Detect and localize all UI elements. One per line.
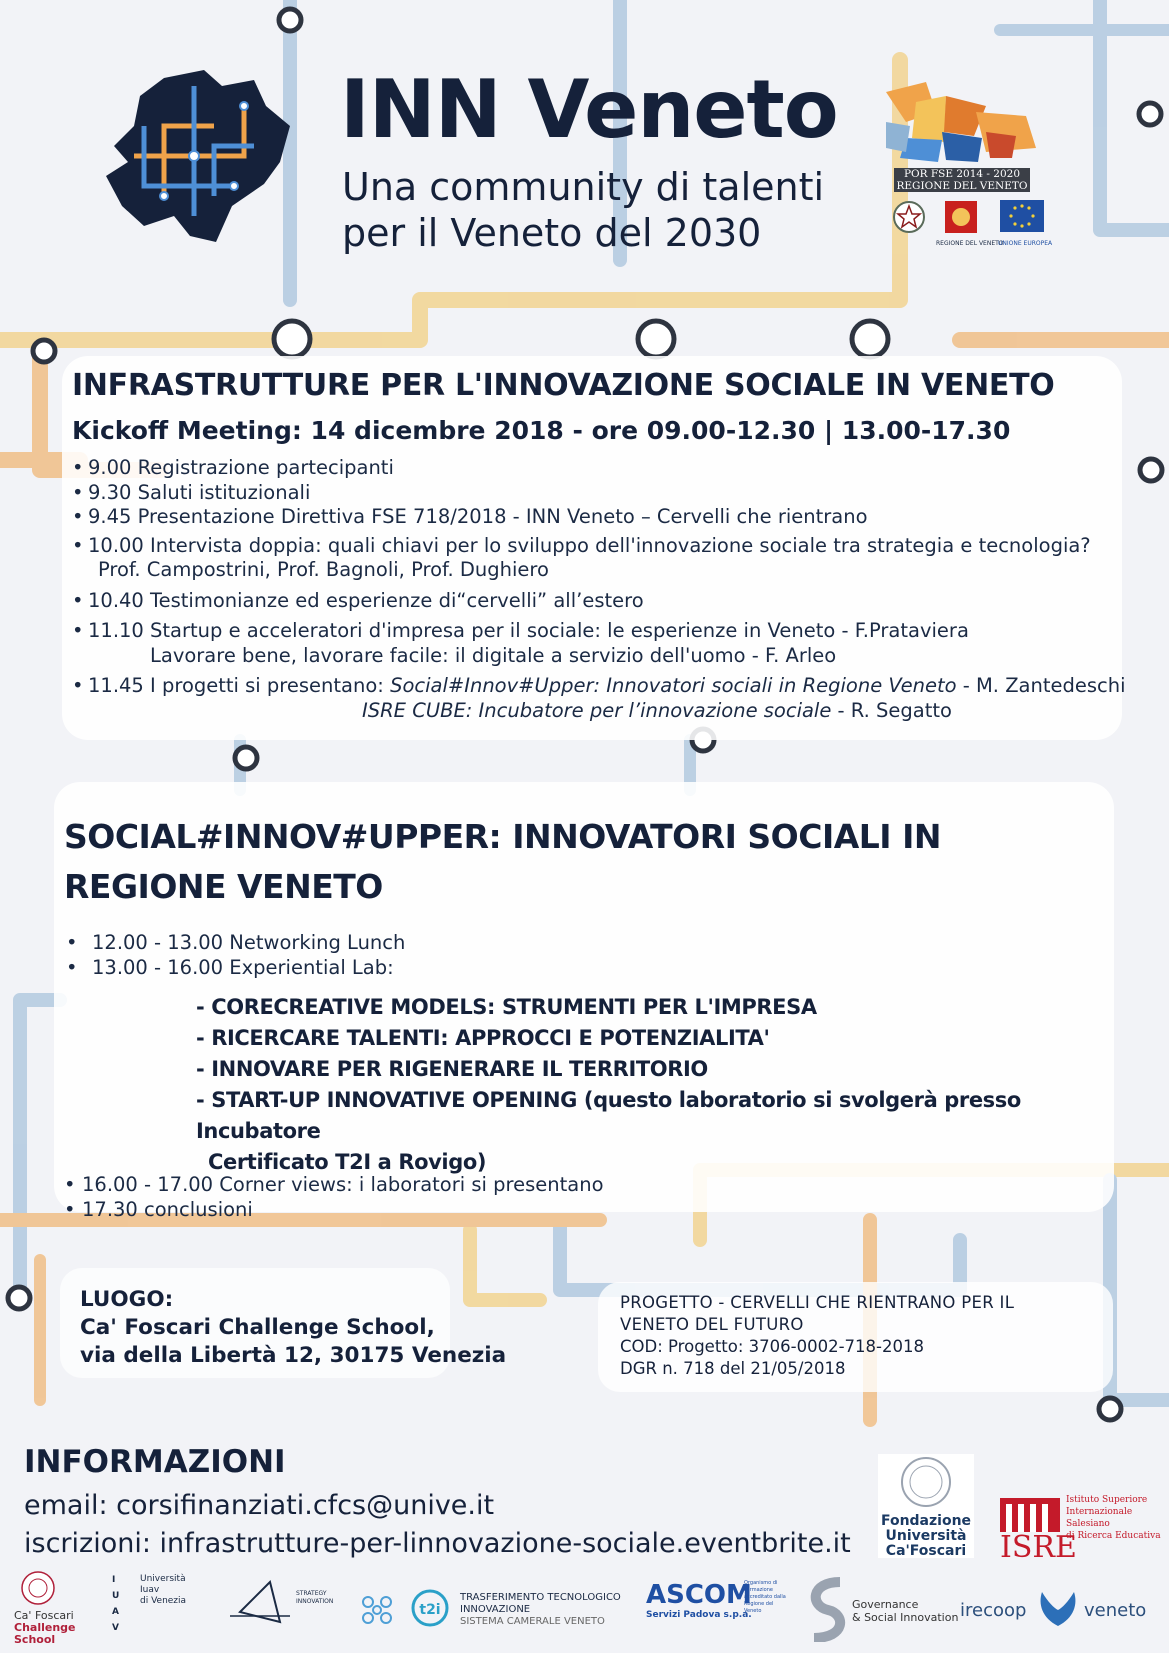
subtitle-line-2: per il Veneto del 2030 [342, 211, 762, 255]
list-item: • 12.00 - 13.00 Networking Lunch [66, 931, 406, 954]
italy-emblem-icon [892, 200, 926, 236]
cafoscari-seal-icon [18, 1570, 58, 1606]
fondazione-logo: Fondazione Università Ca'Foscari [878, 1454, 974, 1558]
irecoop-logo: irecoop [960, 1600, 1027, 1621]
lab-item: - RICERCARE TALENTI: APPROCCI E POTENZIALITA' [196, 1026, 770, 1050]
section-2-agenda-end [64, 1172, 604, 1222]
por-fse-logo [886, 82, 1036, 164]
lab-item: - INNOVARE PER RIGENERARE IL TERRITORIO [196, 1057, 708, 1081]
list-item: • 9.00 Registrazione partecipanti [72, 456, 394, 479]
lab-list [196, 992, 1096, 1178]
emblem-label-regione: REGIONE DEL VENETO [936, 240, 1004, 247]
cafoscari-challenge-logo: Ca' Foscari Challenge School [14, 1570, 96, 1646]
project-dgr: DGR n. 718 del 21/05/2018 [620, 1359, 846, 1378]
list-item: • 9.30 Saluti istituzionali [72, 480, 311, 504]
page-title: INN Veneto [340, 63, 838, 156]
list-item-sub: ISRE CUBE: Incubatore per l’innovazione sociale - R. Segatto [362, 698, 952, 722]
venue-line-2: via della Libertà 12, 30175 Venezia [80, 1343, 507, 1368]
project-title-2: VENETO DEL FUTURO [620, 1315, 804, 1334]
ascom-side-label: Organismo di Formazione accreditato dalla Regione del Veneto [744, 1580, 786, 1614]
project-code: COD: Progetto: 3706-0002-718-2018 [620, 1337, 924, 1356]
ascom-logo: ASCOM Servizi Padova s.p.a. [646, 1580, 752, 1620]
veneto-lion-icon [944, 200, 978, 234]
list-item-sub: Prof. Campostrini, Prof. Bagnoli, Prof. Dughiero [98, 558, 549, 581]
kickoff-date: Kickoff Meeting: 14 dicembre 2018 - ore 09.00-12.30 | 13.00-17.30 [72, 416, 1011, 445]
venue-info [80, 1286, 506, 1370]
list-item-sub: Lavorare bene, lavorare facile: il digitale a servizio dell'uomo - F. Arleo [150, 643, 837, 667]
list-item: • 16.00 - 17.00 Corner views: i laboratori si presentano [64, 1173, 604, 1196]
list-item: • 13.00 - 16.00 Experiential Lab: [66, 956, 394, 979]
isre-building-icon [1000, 1494, 1060, 1532]
page-subtitle [342, 164, 824, 256]
list-item: • 10.00 Intervista doppia: quali chiavi per lo sviluppo dell'innovazione sociale tra strategia e tecnologia? [72, 533, 1091, 557]
governance-label: Governance & Social Innovation [852, 1598, 959, 1624]
list-item: • 11.10 Startup e acceleratori d'impresa per il sociale: le esperienze in Veneto - F.Prataviera [72, 619, 969, 642]
lab-item: - CORECREATIVE MODELS: STRUMENTI PER L'IMPRESA [196, 995, 817, 1019]
t2i-label: TRASFERIMENTO TECNOLOGICO INNOVAZIONE SISTEMA CAMERALE VENETO [460, 1592, 621, 1627]
lab-item-note: Certificato T2I a Rovigo) [208, 1150, 487, 1174]
seal-icon [878, 1454, 974, 1510]
list-item: • 10.40 Testimonianze ed esperienze di“cervelli” all’estero [72, 588, 644, 612]
info-heading: INFORMAZIONI [24, 1444, 286, 1480]
iuav-logo: I U A V Università Iuav di Venezia [112, 1574, 187, 1633]
lab-item: - START-UP INNOVATIVE OPENING (questo laboratorio si svolgerà presso Incubatore [196, 1088, 1021, 1143]
list-item: • 17.30 conclusioni [64, 1198, 253, 1221]
irecoop-veneto: veneto [1084, 1600, 1147, 1621]
subtitle-line-1: Una community di talenti [342, 165, 825, 209]
isre-name: ISRE [1000, 1530, 1077, 1565]
isre-description: Istituto Superiore Internazionale Salesiano di Ricerca Educativa [1066, 1495, 1161, 1541]
venue-label: LUOGO: [80, 1287, 174, 1312]
contact-email[interactable]: email: corsifinanziati.cfcs@unive.it [24, 1490, 495, 1521]
list-item: • 9.45 Presentazione Direttiva FSE 718/2018 - INN Veneto – Cervelli che rientrano [72, 505, 868, 528]
svg-text:t2i: t2i [419, 1602, 441, 1618]
section-2-heading: SOCIAL#INNOV#UPPER: INNOVATORI SOCIALI IN REGIONE VENETO [64, 817, 941, 906]
emblem-label-ue: UNIONE EUROPEA [998, 240, 1053, 247]
list-item: • 11.45 I progetti si presentano: Social#Innov#Upper: Innovatori sociali in Regione Veneto - M. Zantedeschi [72, 674, 1126, 697]
section-2-agenda [66, 930, 405, 980]
network-logo-icon [356, 1592, 400, 1628]
section-1-heading: INFRASTRUTTURE PER L'INNOVAZIONE SOCIALE IN VENETO [72, 368, 1055, 403]
t2i-logo-icon [410, 1588, 450, 1628]
por-fse-banner: POR FSE 2014 - 2020 REGIONE DEL VENETO [894, 168, 1030, 192]
section-1-agenda [72, 456, 1126, 723]
veneto-map-logo [104, 66, 294, 252]
eu-flag-icon [1000, 200, 1044, 232]
venue-line-1: Ca' Foscari Challenge School, [80, 1315, 435, 1340]
project-title-1: PROGETTO - CERVELLI CHE RIENTRANO PER IL [620, 1293, 1015, 1312]
irecoop-wings-icon [1036, 1588, 1080, 1628]
strategy-innovation-label: STRATEGY INNOVATION [296, 1590, 334, 1605]
registration-link[interactable]: iscrizioni: infrastrutture-per-linnovazione-sociale.eventbrite.it [24, 1528, 851, 1559]
project-info [620, 1292, 1014, 1380]
governance-logo-icon [800, 1576, 856, 1642]
